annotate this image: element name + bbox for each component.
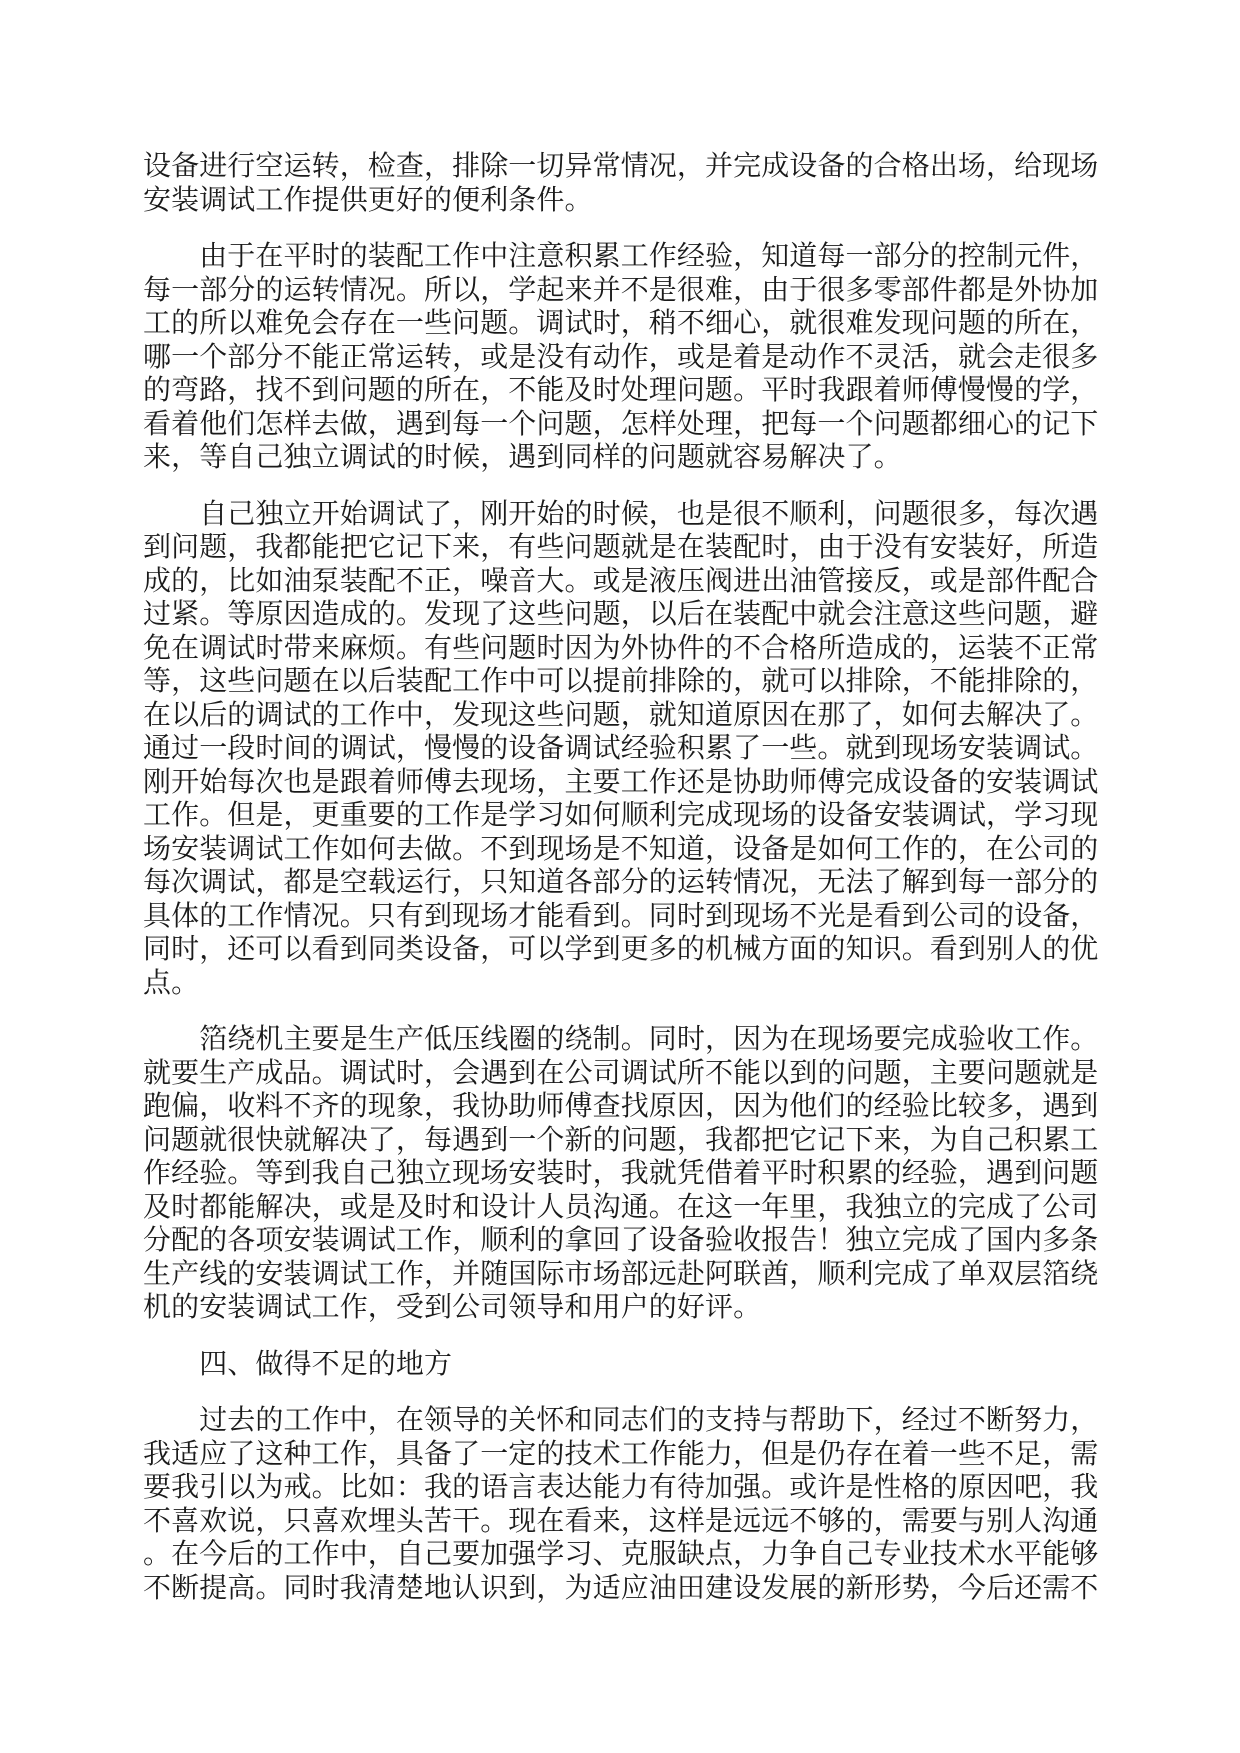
text-line: 自己独立开始调试了，刚开始的时候，也是很不顺利，问题很多，每次遇	[143, 498, 1099, 530]
text-line: 看着他们怎样去做，遇到每一个问题，怎样处理，把每一个问题都细心的记下	[143, 408, 1099, 440]
text-line: 场安装调试工作如何去做。不到现场是不知道，设备是如何工作的，在公司的	[143, 833, 1099, 865]
text-line: 哪一个部分不能正常运转，或是没有动作，或是着是动作不灵活，就会走很多	[143, 341, 1099, 373]
paragraph	[143, 1404, 1108, 1605]
text-line: 不喜欢说，只喜欢埋头苦干。现在看来，这样是远远不够的，需要与别人沟通	[143, 1505, 1099, 1537]
text-line: 箔绕机主要是生产低压线圈的绕制。同时，因为在现场要完成验收工作。	[143, 1024, 1099, 1055]
text-line: 安装调试工作提供更好的便利条件。	[143, 184, 593, 216]
text-line: 作经验。等到我自己独立现场安装时，我就凭借着平时积累的经验，遇到问题	[143, 1158, 1099, 1189]
text-line: 在以后的调试的工作中，发现这些问题，就知道原因在那了，如何去解决了。	[143, 699, 1099, 731]
text-line: 到问题，我都能把它记下来，有些问题就是在装配时，由于没有安装好，所造	[143, 532, 1099, 563]
text-line: 通过一段时间的调试，慢慢的设备调试经验积累了一些。就到现场安装调试。	[143, 733, 1099, 764]
paragraph	[143, 150, 1108, 217]
text-line: 生产线的安装调试工作，并随国际市场部远赴阿联酋，顺利完成了单双层箔绕	[143, 1258, 1099, 1290]
text-line: 不断提高。同时我清楚地认识到，为适应油田建设发展的新形势，今后还需不	[143, 1572, 1099, 1604]
section-heading	[143, 1348, 1108, 1382]
text-line: 的弯路，找不到问题的所在，不能及时处理问题。平时我跟着师傅慢慢的学，	[143, 375, 1099, 406]
text-line: 设备进行空运转，检查，排除一切异常情况，并完成设备的合格出场，给现场	[143, 151, 1099, 182]
text-line: 过去的工作中，在领导的关怀和同志们的支持与帮助下，经过不断努力，	[143, 1405, 1099, 1436]
text-line: 来，等自己独立调试的时候，遇到同样的问题就容易解决了。	[143, 442, 902, 473]
paragraph	[143, 498, 1108, 1001]
text-line: 具体的工作情况。只有到现场才能看到。同时到现场不光是看到公司的设备，	[143, 900, 1099, 932]
text-line: 问题就很快就解决了，每遇到一个新的问题，我都把它记下来，为自己积累工	[143, 1124, 1099, 1156]
text-line: 四、做得不足的地方	[143, 1348, 453, 1380]
text-line: 过紧。等原因造成的。发现了这些问题，以后在装配中就会注意这些问题，避	[143, 599, 1099, 630]
text-line: 刚开始每次也是跟着师傅去现场，主要工作还是协助师傅完成设备的安装调试	[143, 766, 1099, 798]
text-line: 点。	[143, 967, 200, 999]
paragraph	[143, 1023, 1108, 1325]
text-line: 分配的各项安装调试工作，顺利的拿回了设备验收报告！独立完成了国内多条	[143, 1225, 1099, 1256]
text-line: 我适应了这种工作，具备了一定的技术工作能力，但是仍存在着一些不足，需	[143, 1438, 1099, 1470]
text-line: 机的安装调试工作，受到公司领导和用户的好评。	[143, 1292, 762, 1323]
text-line: 工的所以难免会存在一些问题。调试时，稍不细心，就很难发现问题的所在，	[143, 308, 1099, 339]
text-line: 就要生产成品。调试时，会遇到在公司调试所不能以到的问题，主要问题就是	[143, 1057, 1099, 1089]
text-line: 等，这些问题在以后装配工作中可以提前排除的，就可以排除，不能排除的，	[143, 666, 1099, 697]
text-line: 由于在平时的装配工作中注意积累工作经验，知道每一部分的控制元件，	[143, 241, 1099, 272]
document-content	[143, 150, 1108, 1628]
paragraph	[143, 240, 1108, 475]
text-line: 每次调试，都是空载运行，只知道各部分的运转情况，无法了解到每一部分的	[143, 867, 1099, 898]
text-line: 成的，比如油泵装配不正，噪音大。或是液压阀进出油管接反，或是部件配合	[143, 565, 1099, 597]
text-line: 每一部分的运转情况。所以，学起来并不是很难，由于很多零部件都是外协加	[143, 274, 1099, 306]
text-line: 同时，还可以看到同类设备，可以学到更多的机械方面的知识。看到别人的优	[143, 934, 1099, 965]
text-line: 。在今后的工作中，自己要加强学习、克服缺点，力争自己专业技术水平能够	[143, 1539, 1099, 1570]
text-line: 要我引以为戒。比如：我的语言表达能力有待加强。或许是性格的原因吧，我	[143, 1472, 1099, 1503]
text-line: 及时都能解决，或是及时和设计人员沟通。在这一年里，我独立的完成了公司	[143, 1191, 1099, 1223]
text-line: 免在调试时带来麻烦。有些问题时因为外协件的不合格所造成的，运装不正常	[143, 632, 1099, 664]
text-line: 工作。但是，更重要的工作是学习如何顺利完成现场的设备安装调试，学习现	[143, 800, 1099, 831]
text-line: 跑偏，收料不齐的现象，我协助师傅查找原因，因为他们的经验比较多，遇到	[143, 1091, 1099, 1122]
